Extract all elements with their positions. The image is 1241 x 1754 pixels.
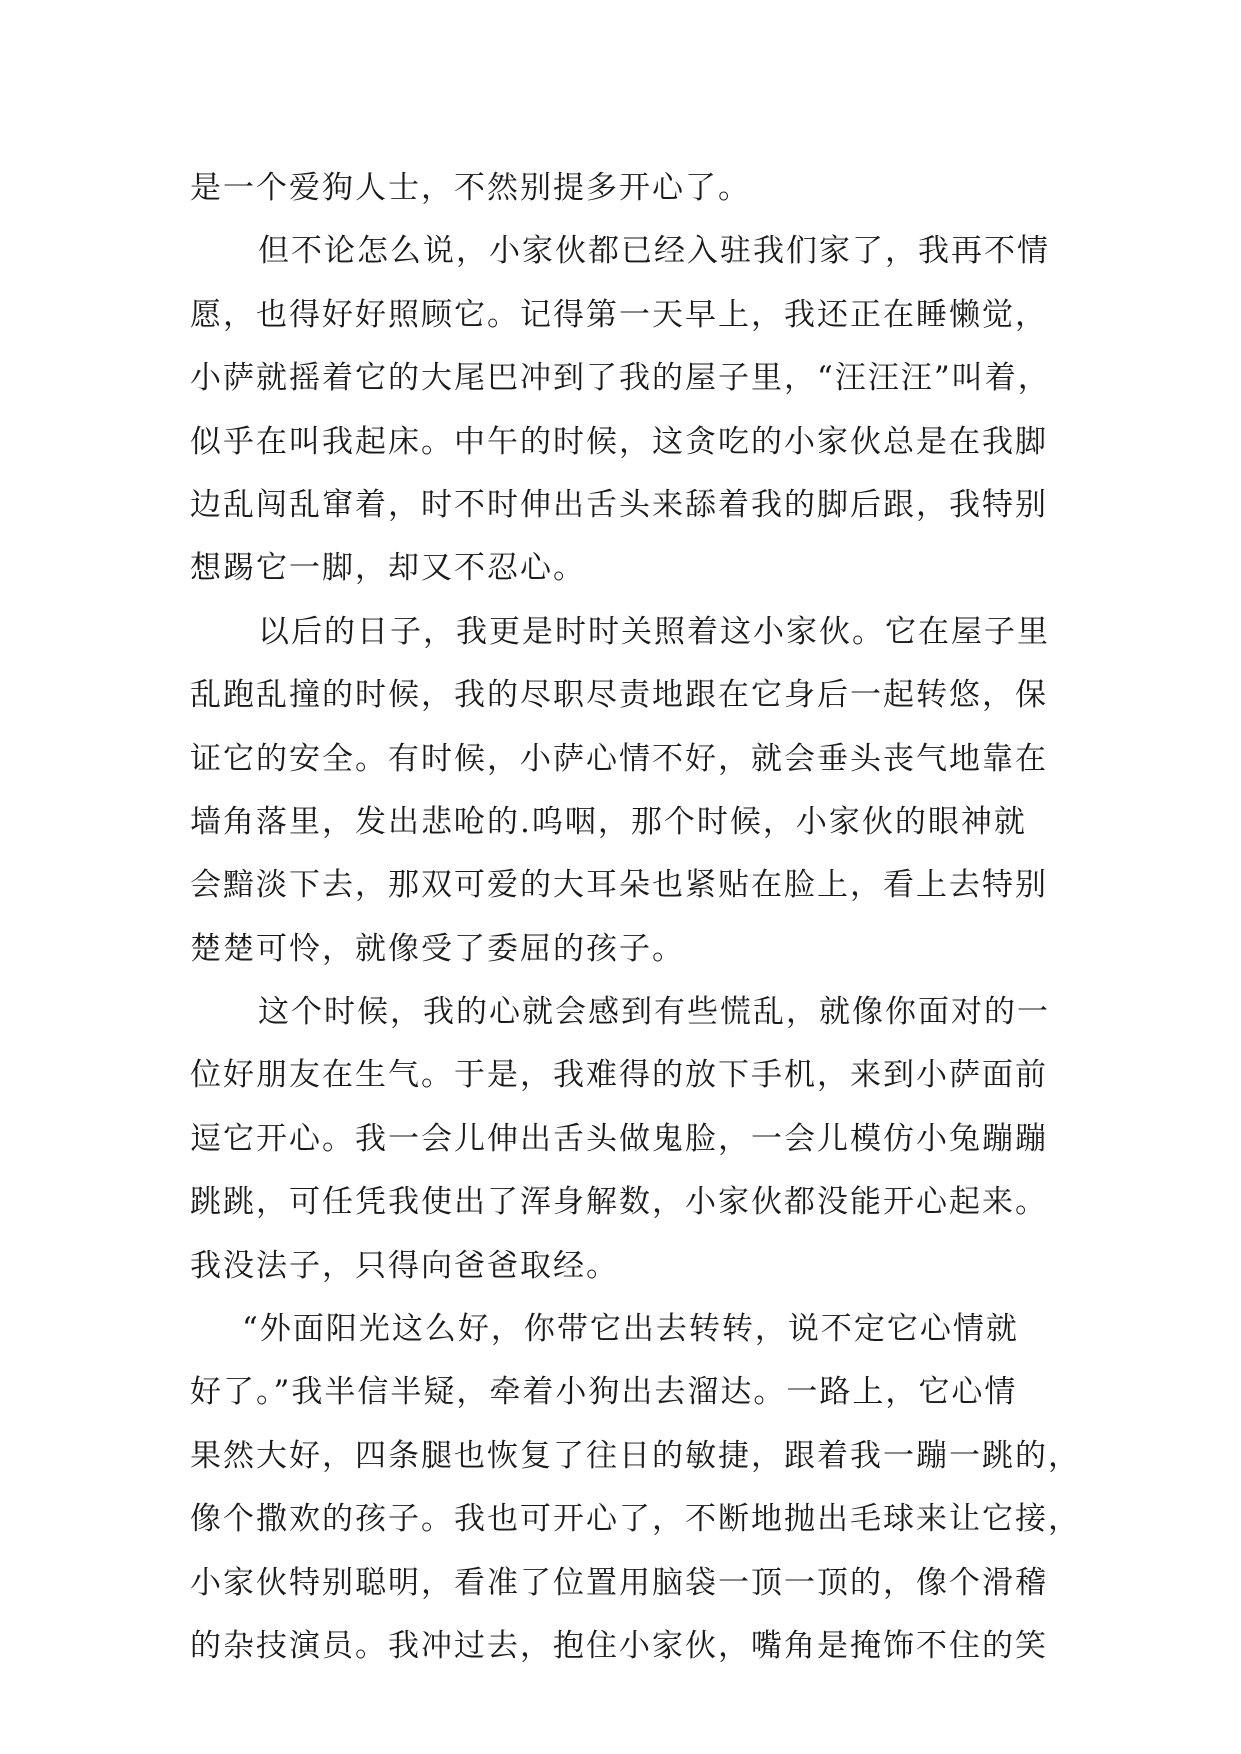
text-line: 这个时候，我的心就会感到有些慌乱，就像你面对的一 (258, 994, 1050, 1031)
text-line: 小家伙特别聪明，看准了位置用脑袋一顶一顶的，像个滑稽 (190, 1564, 1048, 1601)
text-line: 愿，也得好好照顾它。记得第一天早上，我还正在睡懒觉， (190, 296, 1048, 333)
text-line: 位好朋友在生气。于是，我难得的放下手机，来到小萨面前 (190, 1057, 1048, 1094)
text-line: 似乎在叫我起床。中午的时候，这贪吃的小家伙总是在我脚 (190, 423, 1048, 460)
text-line: 墙角落里，发出悲呛的.呜咽，那个时候，小家伙的眼神就 (190, 803, 1027, 840)
text-line: 以后的日子，我更是时时关照着这小家伙。它在屋子里 (258, 613, 1050, 650)
text-line: 好了。”我半信半疑，牵着小狗出去溜达。一路上，它心情 (190, 1374, 1018, 1411)
text-line: 我没法子，只得向爸爸取经。 (190, 1247, 619, 1284)
text-line: 小萨就摇着它的大尾巴冲到了我的屋子里，“汪汪汪”叫着， (190, 360, 1051, 397)
text-line: 是一个爱狗人士，不然别提多开心了。 (190, 170, 751, 206)
body-text (190, 157, 1081, 1678)
text-line: 果然大好，四条腿也恢复了往日的敏捷，跟着我一蹦一跳的， (190, 1437, 1081, 1474)
text-line: 逗它开心。我一会儿伸出舌头做鬼脸，一会儿模仿小兔蹦蹦 (190, 1120, 1048, 1157)
text-line: 边乱闯乱窜着，时不时伸出舌头来舔着我的脚后跟，我特别 (190, 486, 1048, 523)
text-line: 的杂技演员。我冲过去，抱住小家伙，嘴角是掩饰不住的笑 (190, 1627, 1048, 1664)
text-line: “外面阳光这么好，你带它出去转转，说不定它心情就 (242, 1311, 1019, 1348)
text-line: 会黯淡下去，那双可爱的大耳朵也紧贴在脸上，看上去特别 (190, 867, 1048, 904)
text-line: 楚楚可怜，就像受了委屈的孩子。 (190, 930, 685, 967)
text-line: 但不论怎么说，小家伙都已经入驻我们家了，我再不情 (258, 233, 1050, 270)
text-line: 像个撒欢的孩子。我也可开心了，不断地抛出毛球来让它接， (190, 1501, 1081, 1538)
text-line: 证它的安全。有时候，小萨心情不好，就会垂头丧气地靠在 (190, 740, 1048, 777)
text-line: 想踢它一脚，却又不忍心。 (190, 550, 586, 587)
text-line: 乱跑乱撞的时候，我的尽职尽责地跟在它身后一起转悠，保 (190, 677, 1048, 714)
text-line: 跳跳，可任凭我使出了浑身解数，小家伙都没能开心起来。 (190, 1184, 1048, 1221)
